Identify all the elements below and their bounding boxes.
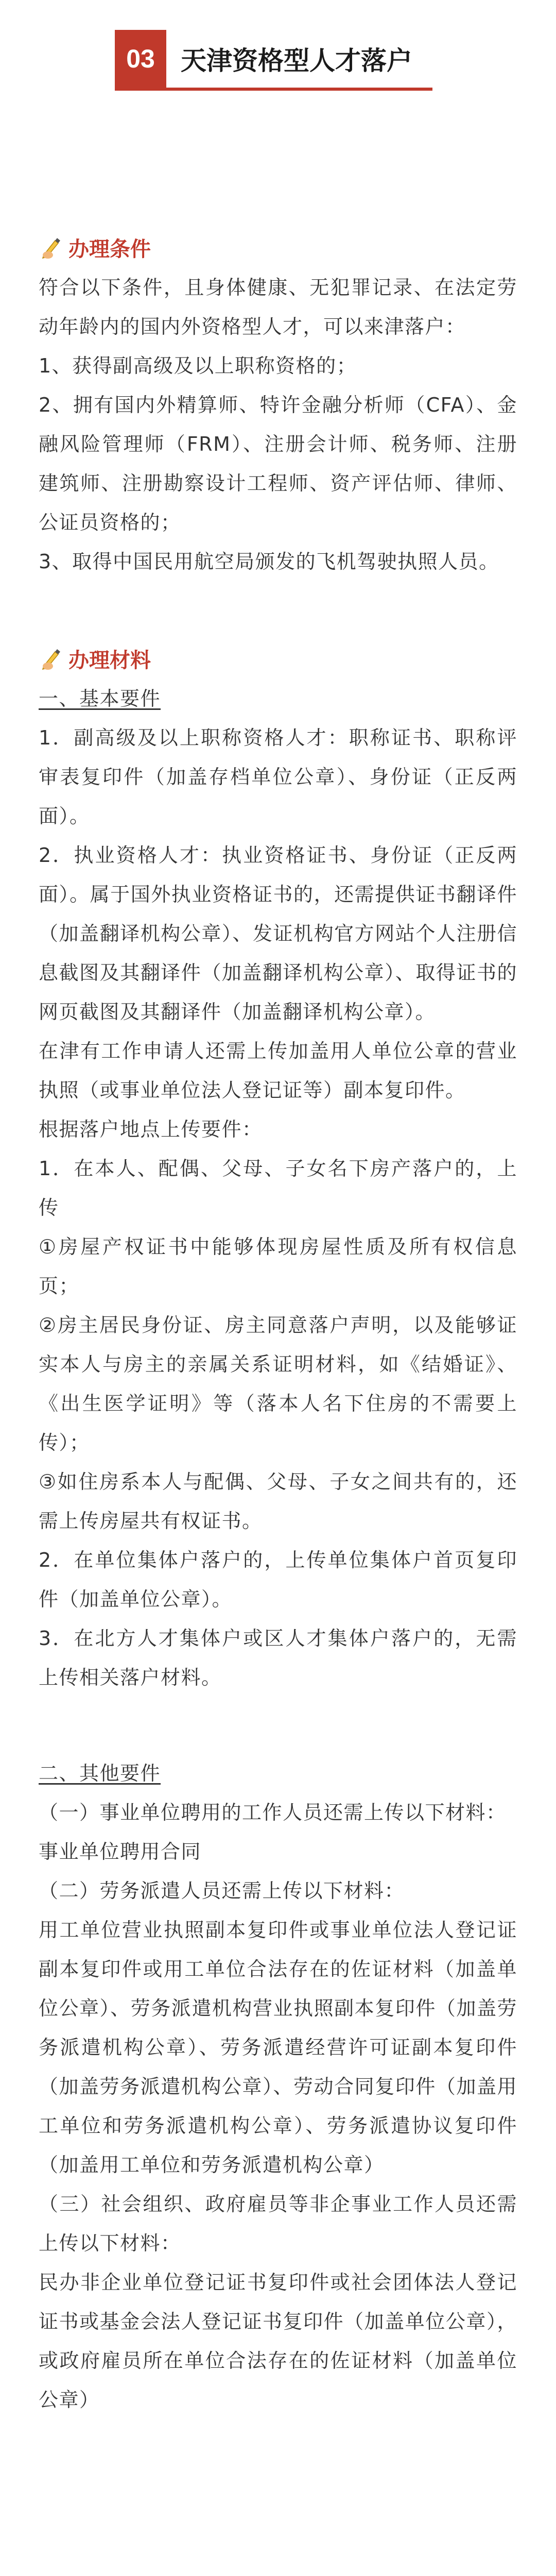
banner-title: 天津资格型人才落户 — [181, 46, 412, 76]
other-paragraph: 事业单位聘用合同 — [39, 1840, 202, 1863]
basic-paragraph: 1．副高级及以上职称资格人才：职称证书、职称评审表复印件（加盖存档单位公章）、身份证（正反两面）。 — [39, 726, 517, 827]
basic-paragraph: 3．在北方人才集体户或区人才集体户落户的，无需上传相关落户材料。 — [39, 1627, 517, 1689]
materials-heading-text: 办理材料 — [68, 648, 151, 672]
basic-requirements-title: 一、基本要件 — [39, 687, 161, 710]
conditions-intro: 符合以下条件，且身体健康、无犯罪记录、在法定劳动年龄内的国内外资格型人才，可以来津落户： — [39, 276, 517, 338]
other-paragraph: 民办非企业单位登记证书复印件或社会团体法人登记证书或基金会法人登记证书复印件（加盖单位公章），或政府雇员所在单位合法存在的佐证材料（加盖单位公章） — [39, 2271, 517, 2411]
writing-hand-icon — [39, 646, 64, 671]
conditions-heading-text: 办理条件 — [68, 237, 151, 261]
condition-item: 2、拥有国内外精算师、特许金融分析师（CFA）、金融风险管理师（FRM）、注册会计师、税务师、注册建筑师、注册勘察设计工程师、资产评估师、律师、公证员资格的； — [39, 394, 517, 534]
basic-paragraph: ①房屋产权证书中能够体现房屋性质及所有权信息页； — [39, 1235, 517, 1297]
conditions-heading — [39, 227, 517, 268]
basic-paragraph: 2．在单位集体户落户的，上传单位集体户首页复印件（加盖单位公章）。 — [39, 1549, 517, 1611]
basic-paragraph: 2．执业资格人才：执业资格证书、身份证（正反两面）。属于国外执业资格证书的，还需提供证书翻译件（加盖翻译机构公章）、发证机构官方网站个人注册信息截图及其翻译件（加盖翻译机构公章）、取得证书的网页截图及其翻译件（加盖翻译机构公章）。 — [39, 844, 517, 1023]
basic-paragraph: ③如住房系本人与配偶、父母、子女之间共有的，还需上传房屋共有权证书。 — [39, 1470, 517, 1532]
other-paragraph: （三）社会组织、政府雇员等非企事业工作人员还需上传以下材料： — [39, 2193, 517, 2255]
other-paragraph: （二）劳务派遣人员还需上传以下材料： — [39, 1879, 405, 1902]
basic-paragraph: 根据落户地点上传要件： — [39, 1118, 263, 1141]
other-paragraph: 用工单位营业执照副本复印件或事业单位法人登记证副本复印件或用工单位合法存在的佐证材料（加盖单位公章）、劳务派遣机构营业执照副本复印件（加盖劳务派遣机构公章）、劳务派遣经营许可证副本复印件（加盖劳务派遣机构公章）、劳动合同复印件（加盖用工单位和劳务派遣机构公章）、劳务派遣协议复印件（加盖用工单位和劳务派遣机构公章） — [39, 1919, 517, 2176]
basic-paragraph: 在津有工作申请人还需上传加盖用人单位公章的营业执照（或事业单位法人登记证等）副本复印件。 — [39, 1040, 517, 1101]
article-body — [39, 227, 517, 2419]
basic-paragraph: ②房主居民身份证、房主同意落户声明，以及能够证实本人与房主的亲属关系证明材料，如《结婚证》、《出生医学证明》等（落本人名下住房的不需要上传）； — [39, 1314, 517, 1454]
materials-heading — [39, 638, 517, 679]
condition-item: 1、获得副高级及以上职称资格的； — [39, 354, 357, 377]
basic-paragraph: 1．在本人、配偶、父母、子女名下房产落户的，上传 — [39, 1157, 517, 1219]
condition-item: 3、取得中国民用航空局颁发的飞机驾驶执照人员。 — [39, 550, 499, 573]
other-requirements-title: 二、其他要件 — [39, 1762, 161, 1785]
section-banner — [115, 30, 432, 91]
writing-hand-icon — [39, 234, 64, 260]
other-paragraph: （一）事业单位聘用的工作人员还需上传以下材料： — [39, 1801, 507, 1824]
banner-number: 03 — [115, 30, 166, 88]
